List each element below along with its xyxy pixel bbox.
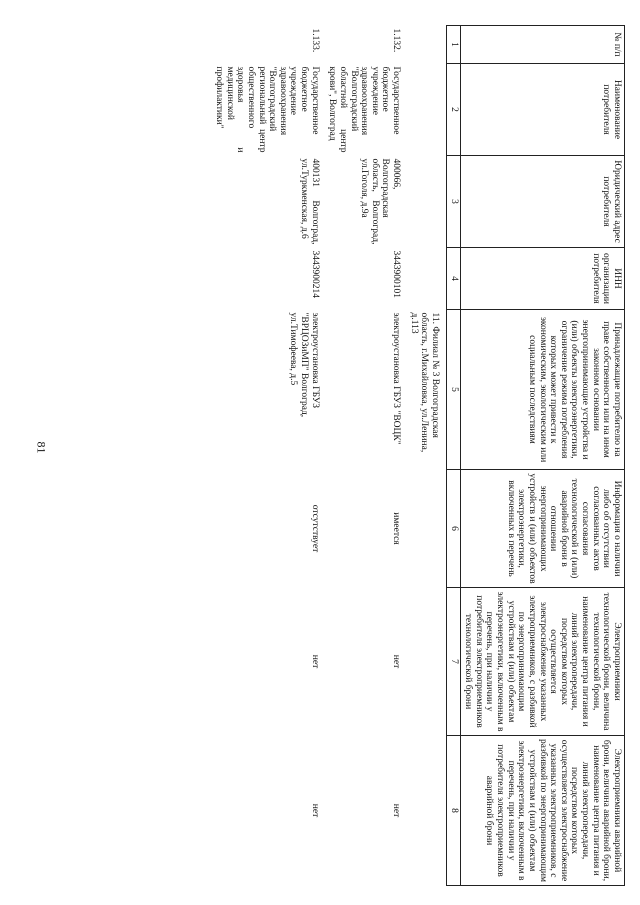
column-number: 8: [447, 736, 461, 886]
header-inn: ИНН организации потребителя: [460, 248, 624, 310]
column-number: 2: [447, 64, 461, 156]
page-number: 81: [34, 441, 49, 454]
rotated-page-content: [45, 25, 625, 885]
row-name: Государственное бюджетное учреждение здравоохранения "Волгоградский областной центр крови", Волгоград: [327, 66, 402, 153]
row-num: 1.132.: [391, 28, 402, 53]
row-info: имеется: [391, 512, 402, 545]
row-tech-reserve: нет: [309, 654, 320, 669]
row-inn: 3443900101: [391, 250, 402, 298]
row-devices: электроустановка ГБУЗ "ВРЦОЗиМП" Волгоград, ул.Тимофеева, д.5: [288, 312, 320, 418]
header-name: Наименование потребителя: [460, 64, 624, 156]
row-emergency-reserve: нет: [309, 803, 320, 818]
column-number: 5: [447, 310, 461, 470]
header-address: Юридический адрес потребителя: [460, 156, 624, 248]
row-address: 400131 Волгоград, ул.Туркменская, д.6: [299, 158, 320, 245]
filial-row: [406, 26, 446, 886]
filial-heading: 11. Филиал № 3 Волгоградская область, г.Михайловка, ул.Ленина, д.113: [408, 312, 440, 453]
header-emergency-reserve: Электроприемники аварийной брони, величина аварийной брони, наименование центра питания и линий электропередачи, посредством которых осуществляется электроснабжение указанных электроприемников, с разбивкой по энергопринимающим устройствам и (или) объектам электроэнергетики, включенным в перечень, при наличии у потребителя электроприемников аварийной брони: [460, 736, 624, 886]
table-header-row: [460, 26, 624, 886]
column-number: 1: [447, 26, 461, 64]
header-info: Информация о наличии либо об отсутствии согласованных актов согласования технологической и (или) аварийной брони в отношении энергопринимающих устройств и (или) объектов электроэнергетики, включенных в перечень: [460, 470, 624, 588]
row-inn: 3443900214: [309, 250, 320, 298]
row-tech-reserve: нет: [391, 654, 402, 669]
table-row: [325, 26, 406, 886]
column-number: 6: [447, 470, 461, 588]
header-num: № п/п: [460, 26, 624, 64]
column-number-row: [447, 26, 461, 886]
row-num: 1.133.: [309, 28, 320, 53]
row-devices: электроустановка ГБУЗ "ВОЦК": [391, 312, 402, 445]
header-devices: Принадлежащие потребителю на праве собственности или на ином законном основании энергопринимающие устройства и (или) объекты электроэнергетики, ограничение режима потребления которых может привести к экономическим, экологическим или социальным последствиям: [460, 310, 624, 470]
column-number: 7: [447, 588, 461, 736]
table-row: [212, 26, 325, 886]
row-name: Государственное бюджетное учреждение здравоохранения "Волгоградский региональный центр общественного здоровья и медицинской профилактики": [214, 66, 320, 153]
row-emergency-reserve: нет: [391, 803, 402, 818]
column-number: 3: [447, 156, 461, 248]
column-number: 4: [447, 248, 461, 310]
row-info: отсутствует: [309, 504, 320, 553]
consumer-table: [212, 25, 626, 886]
header-tech-reserve: Электроприемники технологической брони, величина технологической брони, наименование центра питания и линий электропередачи, посредством которых осуществляется электроснабжение указанных электроприемников, с разбивкой по энергопринимающим устройствам и (или) объектам электроэнергетики, включенным в перечень, при наличии у потребителя электроприемников технологической брони: [460, 588, 624, 736]
row-address: 400066, Волгоградская область, Волгоград, ул.Гоголя, д.9а: [359, 158, 402, 245]
